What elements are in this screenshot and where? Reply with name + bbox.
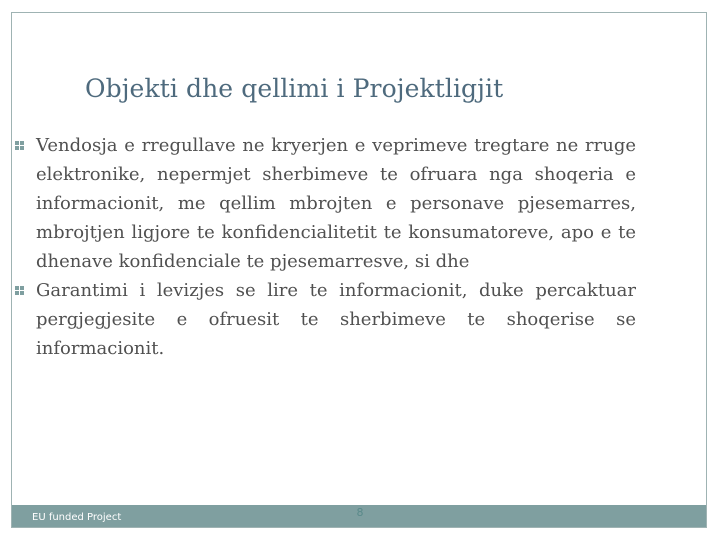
slide-title: Objekti dhe qellimi i Projektligjit	[85, 74, 504, 103]
bullet-item	[14, 131, 636, 276]
square-bullet-icon	[14, 140, 25, 151]
square-bullet-icon	[14, 285, 25, 296]
footer-label: EU funded Project	[32, 512, 122, 523]
page-number: 8	[356, 506, 364, 519]
bullet-item	[14, 276, 636, 363]
bullet-text: Garantimi i levizjes se lire te informacionit, duke percaktuar pergjegjesite e ofruesit te sherbimeve te shoqerise se informacionit.	[36, 280, 636, 359]
bullet-text: Vendosja e rregullave ne kryerjen e veprimeve tregtare ne rruge elektronike, nepermjet sherbimeve te ofruara nga shoqeria e informacionit, me qellim mbrojten e personave pjesemarres, mbrojtjen ligjore te konfidencialitetit te konsumatoreve, apo e te dhenave konfidenciale te pjesemarresve, si dhe	[36, 135, 636, 272]
bullet-list	[14, 131, 636, 363]
